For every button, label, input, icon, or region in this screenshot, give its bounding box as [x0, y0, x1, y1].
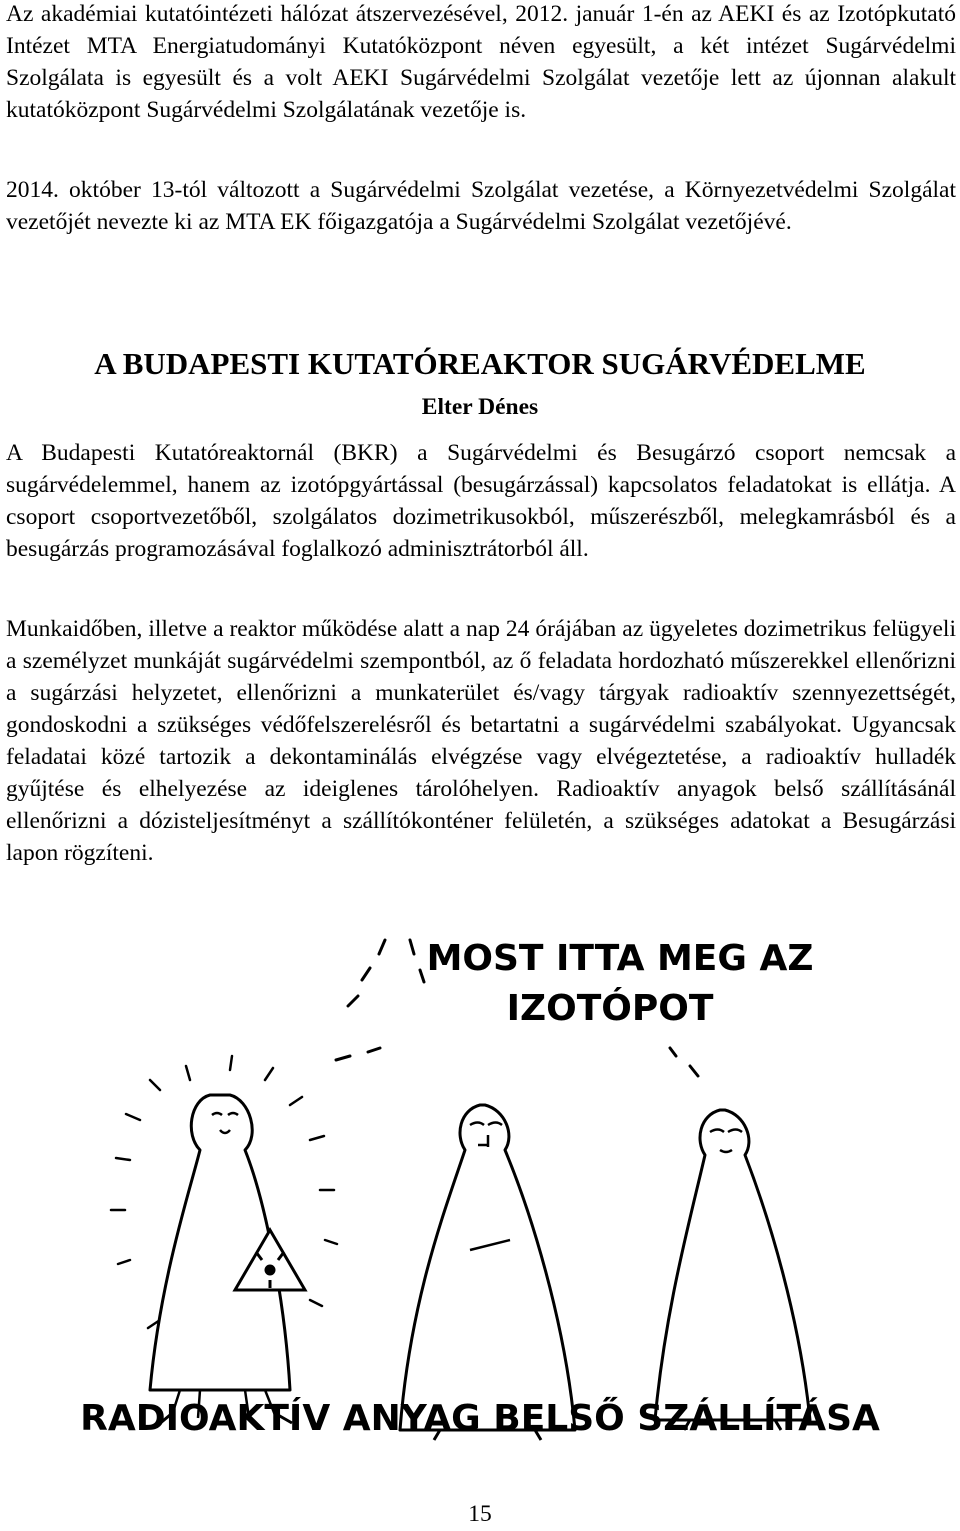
cartoon-illustration	[40, 920, 920, 1480]
section-author: Elter Dénes	[421, 394, 539, 420]
cartoon-caption: RADIOAKTÍV ANYAG BELSŐ SZÁLLÍTÁSA	[80, 1398, 880, 1439]
intro-paragraph-1: Az akadémiai kutatóintézeti hálózat átszervezésével, 2012. január 1-én az AEKI és az Izotópkutató Intézet MTA Energiatudományi Kutatóközpont néven egyesült, a két intézet Sugárvédelmi Szolgálata is egyesült és a volt AEKI Sugárvédelmi Szolgálat vezetője lett az újonnan alakult kutatóközpont Sugárvédelmi Szolgálatának vezetője is.	[6, 1, 956, 123]
section-title: A BUDAPESTI KUTATÓREAKTOR SUGÁRVÉDELME	[94, 346, 866, 381]
intro-paragraph-2: 2014. október 13-tól változott a Sugárvédelmi Szolgálat vezetése, a Környezetvédelmi Szolgálat vezetőjét nevezte ki az MTA EK főigazgatója a Sugárvédelmi Szolgálat vezetőjévé.	[6, 177, 956, 235]
section-paragraph-1: A Budapesti Kutatóreaktornál (BKR) a Sugárvédelmi és Besugárzó csoport nemcsak a sugárvédelemmel, hanem az izotópgyártással (besugárzással) kapcsolatos feladatokat is ellátja. A csoport csoportvezetőből, szolgálatos dozimetrikusokból, műszerészből, melegkamrásból és a besugárzás programozásával foglalkozó adminisztrátorból áll.	[6, 440, 956, 562]
page-number: 15	[468, 1501, 492, 1527]
section-paragraph-2: Munkaidőben, illetve a reaktor működése alatt a nap 24 órájában az ügyeletes dozimetrikus felügyeli a személyzet munkáját sugárvédelmi szempontból, az ő feladata hordozható műszerekkel ellenőrizni a sugárzási helyzetet, ellenőrizni a munkaterület és/vagy tárgyak radioaktív szennyezettségét, gondoskodni a szükséges védőfelszerelésről és betartatni a sugárvédelmi szabályokat. Ugyancsak feladatai közé tartozik a dekontaminálás elvégzése vagy elvégeztetése, a radioaktív hulladék gyűjtése és elhelyezése az ideiglenes tárolóhelyen. Radioaktív anyagok belső szállításánál ellenőrizni a dózisteljesítményt a szállítókonténer felületén, a szükséges adatokat a Besugárzási lapon rögzíteni.	[6, 616, 956, 866]
middle-figure	[400, 1105, 575, 1440]
speech-text-line-2: IZOTÓPOT	[506, 988, 714, 1029]
right-figure	[655, 1110, 810, 1430]
speech-text-line-1: MOST ITTA MEG AZ	[426, 938, 814, 979]
